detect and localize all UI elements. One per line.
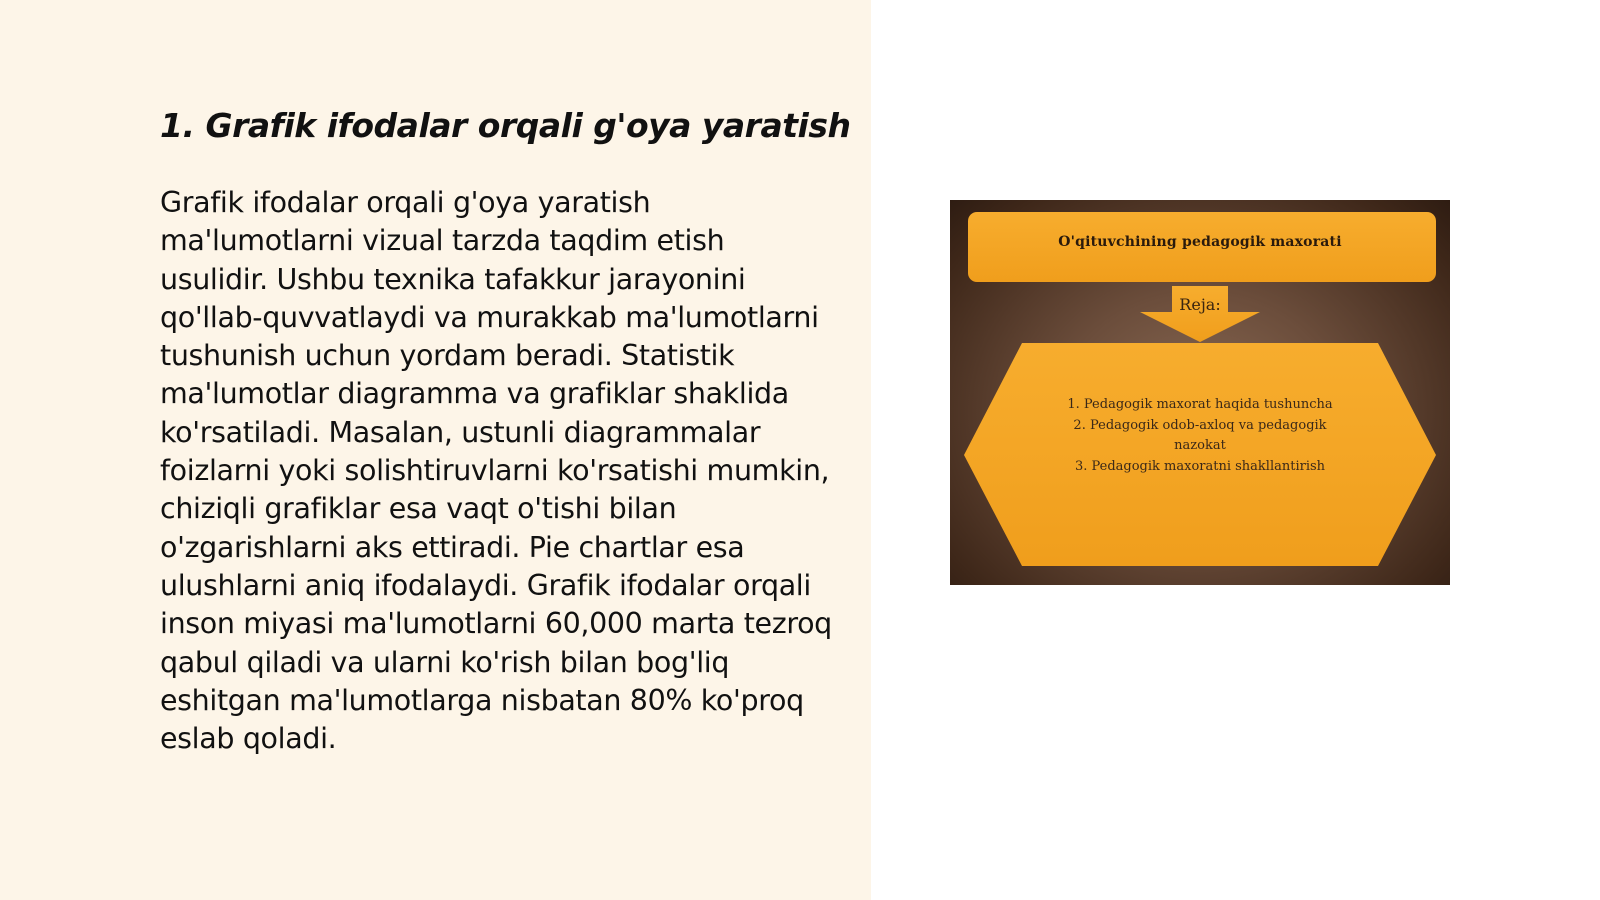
pedagogy-diagram-image xyxy=(950,200,1450,585)
diagram-title: O'qituvchining pedagogik maxorati xyxy=(1058,234,1342,250)
plan-list xyxy=(1060,395,1340,477)
slide-title: 1. Grafik ifodalar orqali g'oya yaratish xyxy=(160,106,851,145)
arrow-label: Reja: xyxy=(1179,295,1221,314)
plan-item: 2. Pedagogik odob-axloq va pedagogik nazokat xyxy=(1073,417,1327,453)
plan-item: 3. Pedagogik maxoratni shakllantirish xyxy=(1074,458,1326,474)
plan-item: 1. Pedagogik maxorat haqida tushuncha xyxy=(1067,397,1333,412)
slide-body-text: Grafik ifodalar orqali g'oya yaratish ma'lumotlarni vizual tarzda taqdim etish usulidir. Ushbu texnika tafakkur jarayonini qo'llab-quvvatlaydi va murakkab ma'lumotlarni tushunish uchun yordam beradi. Statistik ma'lumotlar diagramma va grafiklar shaklida ko'rsatiladi. Masalan, ustunli diagrammalar foizlarni yoki solishtiruvlarni ko'rsatishi mumkin, chiziqli grafiklar esa vaqt o'tishi bilan o'zgarishlarni aks ettiradi. Pie chartlar esa ulushlarni aniq ifodalaydi. Grafik ifodalar orqali inson miyasi ma'lumotlarni 60,000 marta tezroq qabul qiladi va ularni ko'rish bilan bog'liq eshitgan ma'lumotlarga nisbatan 80% ko'proq eslab qoladi. xyxy=(160,186,832,756)
diagram-shapes xyxy=(950,200,1450,585)
